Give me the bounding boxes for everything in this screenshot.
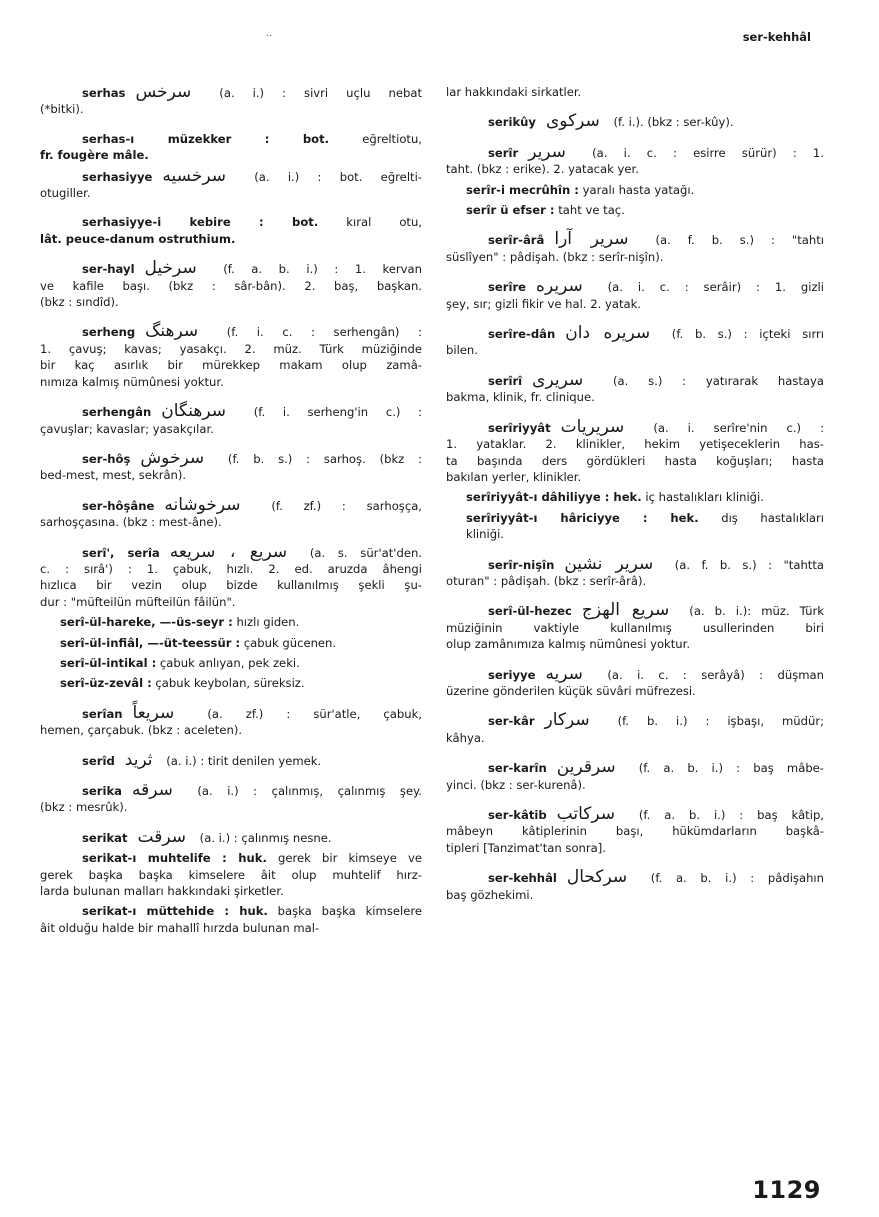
entry-line — [40, 594, 422, 610]
arabic-script: سركحال — [566, 867, 628, 888]
entry-line — [446, 249, 824, 265]
headword: ser-kehhâl — [488, 871, 557, 886]
dictionary-entry — [446, 869, 824, 903]
headword: serikat-ı müttehide : huk. — [82, 904, 268, 919]
entry-line — [40, 84, 422, 101]
definition-text: (f. a. b. i.) : baş kâtip, — [624, 808, 824, 822]
definition-text: olup zamânımıza kalmış nümûnesi yoktur. — [446, 637, 691, 652]
definition-text: yaralı hasta yatağı. — [578, 182, 695, 197]
headword: seriyye — [488, 667, 536, 682]
definition-text: iç hastalıkları kliniği. — [641, 490, 764, 505]
definition-text: (a. i.) : sivri uçlu nebat — [201, 86, 422, 100]
arabic-script: سريه — [545, 663, 583, 684]
arabic-script: ثريد — [124, 749, 153, 770]
entry-line — [40, 231, 422, 247]
definition-text: kâhya. — [446, 730, 485, 745]
entry-line — [40, 903, 422, 919]
headword: serî-ül-intikal : — [60, 655, 157, 670]
entry-line — [466, 526, 824, 542]
arabic-script: سريريات — [560, 416, 625, 437]
entry-line — [446, 84, 824, 100]
definition-text: (a. i. c. : serâir) : 1. gizli — [592, 280, 824, 295]
definition-text: çabuk keybolan, süreksiz. — [151, 676, 305, 691]
definition-text: mâbeyn kâtiplerinin başı, hükümdarların başkâ- — [446, 824, 824, 839]
headword: serhengân — [82, 405, 152, 420]
dictionary-entry — [446, 510, 824, 543]
entry-line — [40, 514, 422, 530]
headword: serîre — [488, 280, 527, 295]
arabic-script: سرقرين — [556, 757, 616, 778]
definition-text: (f. zf.) : sarhoşça, — [250, 498, 422, 513]
dictionary-entry — [446, 369, 824, 406]
headword: serheng — [82, 325, 136, 340]
definition-text: (a. f. b. s.) : "tahtta — [663, 557, 824, 572]
definition-text: (bkz : mesrûk). — [40, 800, 128, 815]
dictionary-entry — [446, 759, 824, 793]
entry-line — [446, 602, 824, 619]
definition-text: bed-mest, mest, sekrân). — [40, 468, 187, 483]
headword: serîr-nişîn — [488, 557, 555, 572]
dictionary-entry — [40, 447, 422, 484]
definition-text: dur : "müfteilün müfteilün fâilün". — [40, 594, 236, 609]
entry-line — [446, 453, 824, 469]
arabic-script: سركاتب — [556, 804, 615, 824]
entry-line — [60, 614, 422, 630]
entry-line — [446, 231, 824, 248]
definition-text: (f. a. b. i.) : baş mâbe- — [625, 761, 824, 776]
definition-text: (a. zf.) : sür'atle, çabuk, — [184, 706, 422, 721]
dictionary-entry — [446, 182, 824, 198]
definition-text: (*bitki). — [40, 102, 84, 117]
entry-line — [446, 869, 824, 886]
entry-line — [40, 749, 422, 770]
definition-text: çabuk anlıyan, pek zeki. — [156, 655, 300, 670]
definition-text: (f. a. b. i.) : pâdişahın — [637, 871, 824, 886]
entry-line — [446, 389, 824, 405]
entry-line — [40, 494, 422, 515]
headword: serî-ül-hareke, —-üs-seyr : — [60, 615, 233, 630]
definition-text: 1. çavuş; kavas; yasakçı. 2. müz. Türk müziğinde — [40, 341, 422, 356]
headword: ser-hayl — [82, 262, 135, 277]
entry-line — [446, 369, 824, 390]
entry-line — [40, 403, 422, 420]
entry-line — [446, 416, 824, 437]
definition-text: kıral otu, — [318, 215, 422, 230]
dictionary-entry — [40, 494, 422, 531]
arabic-script: سرخس — [135, 82, 192, 102]
entry-line — [446, 620, 824, 636]
dictionary-entry — [446, 712, 824, 746]
entry-line — [40, 541, 422, 562]
running-head: ser-kehhâl — [742, 30, 811, 44]
definition-text: (a. i.) : bot. eğrelti- — [235, 169, 422, 184]
dictionary-entry — [40, 541, 422, 611]
definition-text: hızlı giden. — [232, 615, 300, 630]
entry-line — [446, 278, 824, 295]
entry-line — [446, 823, 824, 839]
definition-text: kliniği. — [466, 527, 504, 542]
definition-text: (a. i. c. : esirre sürür) : 1. — [575, 145, 824, 160]
definition-text: müziğinin vaktiyle kullanılmış usullerinden biri — [446, 620, 824, 635]
definition-text: (a. i.) : çalınmış nesne. — [196, 830, 332, 845]
dictionary-entry — [446, 489, 824, 505]
definition-text: âit olduğu halde bir mahallî hırzda bulunan mal- — [40, 920, 320, 935]
definition-text: (f. b. s.) : sarhoş. (bkz : — [214, 451, 422, 466]
definition-text: (a. i.) : tirit denilen yemek. — [162, 753, 322, 768]
entry-line — [446, 113, 824, 130]
dictionary-entry — [40, 214, 422, 247]
entry-line — [446, 759, 824, 776]
definition-text: (a. i.) : çalınmış, çalınmış şey. — [182, 784, 422, 798]
entry-line — [446, 663, 824, 684]
arabic-script: سرخیل — [144, 258, 197, 279]
entry-line — [40, 323, 422, 340]
dictionary-entry — [40, 850, 422, 899]
arabic-script: سرخوشانه — [164, 494, 241, 515]
entry-line — [466, 489, 824, 505]
entry-line — [466, 182, 824, 198]
entry-line — [40, 294, 422, 310]
definition-text: yinci. (bkz : ser-kurenâ). — [446, 777, 586, 792]
entry-line — [446, 141, 824, 162]
arabic-script: سرير آرا — [554, 229, 629, 250]
headword: serî', serîa — [82, 545, 160, 560]
definition-text: (a. s. sür'at'den. — [297, 545, 422, 560]
dictionary-entry — [446, 84, 824, 100]
entry-line — [40, 850, 422, 866]
definition-text: eğreltiotu, — [329, 131, 422, 146]
headword: serhasiyye — [82, 169, 153, 184]
definition-text: gerek bir kimseye ve — [266, 851, 422, 866]
dictionary-entry — [446, 325, 824, 359]
arabic-script: سرهنگان — [161, 401, 227, 422]
headword: serîriyyât-ı dâhiliyye : hek. — [466, 490, 642, 505]
headword: serîrî — [488, 373, 523, 388]
entry-line — [446, 636, 824, 652]
dictionary-entry — [40, 165, 422, 202]
definition-text: şey, sır; gizli fikir ve hal. 2. yatak. — [446, 296, 641, 311]
entry-line — [446, 840, 824, 856]
headword: serhasiyye-i kebire : bot. — [82, 215, 319, 230]
definition-text: ta başında ders gördükleri hasta koğuşları; hasta — [446, 453, 824, 468]
entry-line — [40, 357, 422, 373]
definition-text: nımıza kalmış nümûnesi yoktur. — [40, 374, 224, 389]
headword: serhas-ı müzekker : bot. — [82, 131, 330, 146]
entry-line — [60, 675, 422, 691]
definition-text: oturan" : pâdişah. (bkz : serîr-ârâ). — [446, 573, 647, 588]
entry-line — [40, 467, 422, 483]
definition-text: başka başka kimselere — [267, 904, 422, 919]
arabic-script: سركوى — [545, 111, 600, 132]
entry-line — [446, 887, 824, 903]
headword: serîr ü efser : — [466, 203, 555, 218]
headword: serîr — [488, 145, 519, 160]
dictionary-entry — [446, 202, 824, 218]
entry-line — [40, 341, 422, 357]
dictionary-entry — [446, 553, 824, 590]
definition-text: lar hakkındaki sirkatler. — [446, 85, 582, 99]
definition-text: ve kafile başı. (bkz : sâr-bân). 2. baş, başkan. — [40, 278, 422, 293]
headword: ser-hôşâne — [82, 498, 155, 513]
definition-text: taht ve taç. — [554, 203, 625, 218]
entry-line — [40, 147, 422, 163]
definition-text: bakılan yerler, klinikler. — [446, 469, 582, 484]
definition-text: (f. a. b. i.) : 1. kervan — [206, 262, 422, 277]
arabic-script: سرير نشين — [564, 553, 654, 574]
headword: serîr-ârâ — [488, 233, 545, 248]
entry-line — [40, 214, 422, 230]
entry-line — [40, 577, 422, 593]
entry-line — [446, 573, 824, 589]
headword: ser-karîn — [488, 761, 547, 776]
definition-text: bir kaç asırlık bir mürekkep makam olup zamâ- — [40, 358, 422, 373]
dictionary-entry — [40, 702, 422, 739]
headword: serîr-i mecrûhîn : — [466, 182, 579, 197]
definition-text: sarhoşçasına. (bkz : mest-âne). — [40, 515, 222, 530]
entry-line — [40, 867, 422, 883]
definition-text: (a. i. serîre'nin c.) : — [634, 420, 824, 435]
entry-line — [60, 635, 422, 651]
arabic-script: سرقه — [132, 780, 173, 800]
definition-text: hızlıca bir vezin olup bizde kullanılmış şekli şu- — [40, 578, 422, 593]
arabic-script: سريع الهزج — [581, 600, 670, 621]
arabic-script: سرير — [528, 141, 566, 162]
entry-line — [40, 782, 422, 799]
entry-line — [446, 161, 824, 177]
definition-text: (a. i. c. : serâyâ) : düşman — [592, 667, 824, 682]
entry-line — [40, 920, 422, 936]
entry-line — [40, 374, 422, 390]
entry-line — [446, 683, 824, 699]
headword: serîre-dân — [488, 327, 556, 342]
dictionary-entry — [446, 141, 824, 178]
definition-text: tipleri [Tanzimat'tan sonra]. — [446, 840, 606, 855]
definition-text: çabuk gücenen. — [240, 635, 337, 650]
definition-text: üzerine gönderilen küçük süvâri müfrezesi. — [446, 683, 696, 698]
entry-line — [40, 260, 422, 277]
definition-text: (a. s.) : yatırarak hastaya — [593, 373, 824, 388]
definition-text: (bkz : sındîd). — [40, 295, 119, 310]
headword: serîan — [82, 706, 123, 721]
headword: serikat-ı muhtelife : huk. — [82, 851, 267, 866]
entry-line — [60, 655, 422, 671]
dictionary-entry — [446, 416, 824, 486]
dictionary-entry — [446, 663, 824, 700]
entry-line — [446, 553, 824, 574]
entry-line — [446, 777, 824, 793]
entry-line — [446, 436, 824, 452]
headword: lât. peuce-danum ostruthium. — [40, 231, 236, 246]
dictionary-entry — [40, 782, 422, 816]
definition-text: bilen. — [446, 343, 478, 358]
corner-mark: .. — [266, 28, 273, 39]
entry-line — [40, 799, 422, 815]
headword: serikat — [82, 830, 128, 845]
page-number: 1129 — [752, 1176, 821, 1204]
dictionary-entry — [40, 749, 422, 770]
headword: serî-ül-infiâl, —-üt-teessür : — [60, 635, 241, 650]
dictionary-entry — [40, 403, 422, 437]
definition-text: 1. yataklar. 2. klinikler, hekim yetişeceklerin has- — [446, 437, 824, 452]
dictionary-entry — [40, 260, 422, 310]
entry-line — [40, 131, 422, 147]
arabic-script: سرخسیه — [162, 165, 226, 186]
entry-line — [40, 826, 422, 847]
entry-line — [446, 712, 824, 729]
headword: serîriyyât — [488, 420, 551, 435]
definition-text: c. : sırâ') : 1. çabuk, hızlı. 2. ed. aruzda âhengi — [40, 561, 422, 576]
entry-line — [40, 165, 422, 186]
entry-line — [40, 722, 422, 738]
dictionary-entry — [40, 655, 422, 671]
headword: serikûy — [488, 115, 536, 130]
entry-line — [466, 202, 824, 218]
entry-line — [40, 561, 422, 577]
definition-text: (f. i. serheng'in c.) : — [236, 405, 422, 420]
definition-text: (f. b. s.) : içteki sırrı — [660, 327, 825, 342]
definition-text: hemen, çarçabuk. (bkz : aceleten). — [40, 723, 243, 738]
definition-text: taht. (bkz : erike). 2. yatacak yer. — [446, 162, 639, 177]
entry-line — [40, 421, 422, 437]
arabic-script: سرقت — [137, 826, 186, 847]
dictionary-entry — [446, 806, 824, 856]
definition-text: (a. b. i.): müz. Türk — [679, 604, 824, 619]
headword: serîd — [82, 753, 115, 768]
entry-line — [40, 185, 422, 201]
definition-text: (f. i. c. : serhengân) : — [208, 325, 422, 340]
definition-text: gerek başka başka kimselere âit olup muhtelif hırz- — [40, 867, 422, 882]
headword: serîriyyât-ı hâriciyye : hek. — [466, 510, 699, 525]
arabic-script: سرخوش — [140, 447, 205, 468]
entry-line — [446, 342, 824, 358]
definition-text: çavuşlar; kavaslar; yasakçılar. — [40, 421, 214, 436]
entry-line — [446, 325, 824, 342]
entry-line — [466, 510, 824, 526]
entry-line — [40, 702, 422, 723]
dictionary-entry — [40, 323, 422, 390]
entry-line — [40, 278, 422, 294]
definition-text: otugiller. — [40, 186, 91, 201]
headword: serî-ül-hezec — [488, 604, 572, 619]
definition-text: (f. i.). (bkz : ser-kûy). — [609, 115, 734, 130]
headword: serhas — [82, 86, 126, 100]
dictionary-entry — [40, 131, 422, 164]
headword: ser-kâr — [488, 714, 535, 729]
definition-text: larda bulunan malları hakkındaki şirketler. — [40, 884, 284, 899]
headword: ser-kâtib — [488, 808, 547, 822]
headword: ser-hôş — [82, 451, 131, 466]
definition-text: (f. b. i.) : işbaşı, müdür; — [599, 714, 824, 729]
dictionary-entry — [40, 903, 422, 936]
definition-text: süslîyen" : pâdişah. (bkz : serîr-nişîn). — [446, 249, 664, 264]
dictionary-entry — [40, 675, 422, 691]
headword: serika — [82, 784, 122, 798]
entry-line — [446, 296, 824, 312]
arabic-script: سريره دان — [565, 323, 651, 344]
entry-line — [40, 447, 422, 468]
entry-line — [40, 101, 422, 117]
arabic-script: سرهنگ — [145, 321, 199, 342]
dictionary-entry — [40, 614, 422, 630]
entry-line — [446, 469, 824, 485]
definition-text: (a. f. b. s.) : "tahtı — [638, 233, 824, 248]
entry-line — [446, 730, 824, 746]
arabic-script: سريع ، سريعه — [169, 541, 288, 562]
definition-text: bakma, klinik, fr. clinique. — [446, 390, 595, 405]
dictionary-entry — [40, 84, 422, 118]
headword: serî-üz-zevâl : — [60, 676, 152, 691]
left-column — [40, 84, 422, 949]
arabic-script: سريرى — [532, 369, 584, 390]
dictionary-entry — [40, 826, 422, 847]
entry-line — [446, 806, 824, 823]
dictionary-entry — [40, 635, 422, 651]
dictionary-entry — [446, 602, 824, 652]
right-column — [446, 84, 824, 916]
definition-text: baş gözhekimi. — [446, 887, 534, 902]
arabic-script: سريعاً — [132, 702, 175, 723]
headword: fr. fougère mâle. — [40, 148, 149, 163]
dictionary-entry — [446, 231, 824, 265]
dictionary-entry — [446, 113, 824, 130]
entry-line — [40, 883, 422, 899]
dictionary-entry — [446, 278, 824, 312]
arabic-script: سركار — [544, 710, 590, 731]
arabic-script: سريره — [536, 276, 583, 297]
definition-text: dış hastalıkları — [698, 510, 825, 525]
